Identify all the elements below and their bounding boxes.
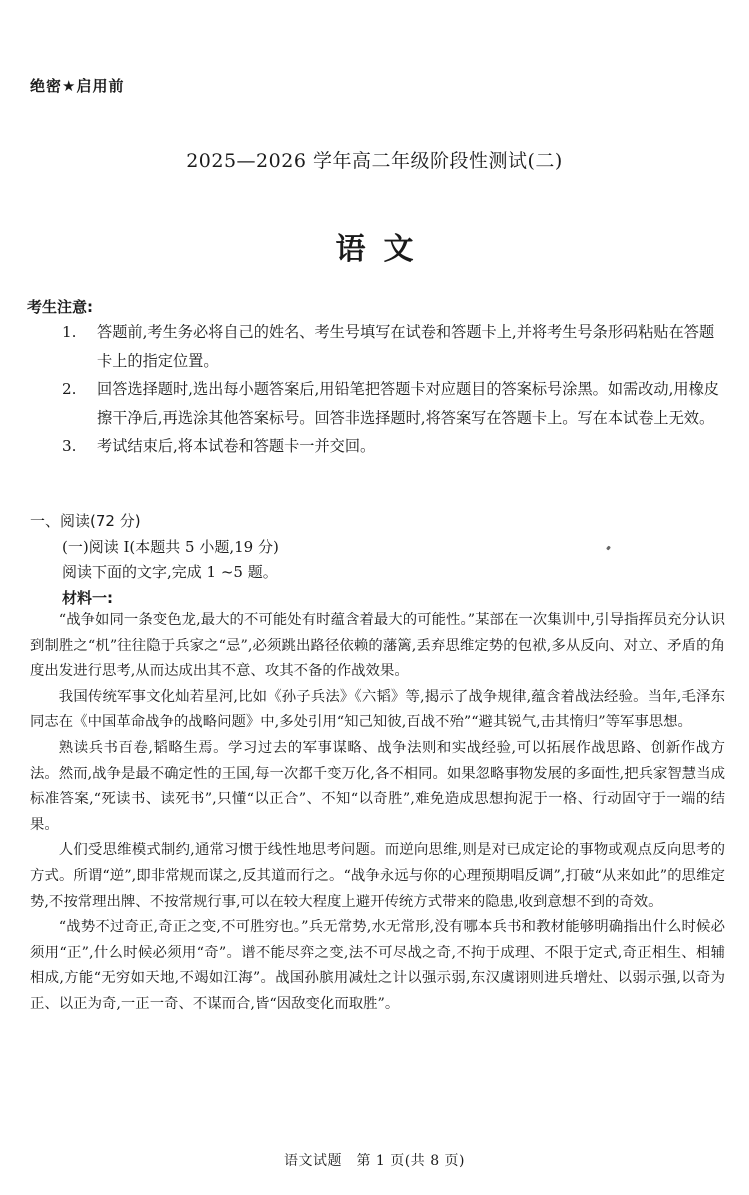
notice-item-number: 1. xyxy=(62,323,77,341)
material-body xyxy=(30,608,725,1018)
page-footer: 语文试题 第 1 页(共 8 页) xyxy=(283,1153,466,1169)
scan-speck xyxy=(606,546,611,551)
notice-heading: 考生注意: xyxy=(27,298,93,316)
exam-title: 2025—2026 学年高二年级阶段性测试(二) xyxy=(186,150,563,172)
paragraph: 人们受思维模式制约,通常习惯于线性地思考问题。而逆向思维,则是对已成定论的事物或观点反向思考的方式。所谓“逆”,即非常规而谋之,反其道而行之。“战争永远与你的心理预期唱反调”,打破“从来如此”的思维定势,不按常理出牌、不按常规行事,可以在较大程度上避开传统方式带来的隐患,收到意想不到的奇效。 xyxy=(30,842,725,910)
notice-item xyxy=(62,318,727,375)
material-title: 材料一: xyxy=(62,589,113,607)
notice-item-text: 考试结束后,将本试卷和答题卡一并交回。 xyxy=(97,437,376,455)
paragraph: 熟读兵书百卷,韬略生焉。学习过去的军事谋略、战争法则和实战经验,可以拓展作战思路、创新作战方法。然而,战争是最不确定性的王国,每一次都千变万化,各不相同。如果忽略事物发展的多面性,把兵家智慧当成标准答案,“死读书、读死书”,只懂“以正合”、不知“以奇胜”,难免造成思想拘泥于一格、行动固守于一端的结果。 xyxy=(30,739,725,833)
paragraph: “战势不过奇正,奇正之变,不可胜穷也。”兵无常势,水无常形,没有哪本兵书和教材能够明确指出什么时候必须用“正”,什么时候必须用“奇”。谱不能尽弈之变,法不可尽战之奇,不拘于成理、不限于定式,奇正相生、相辅相成,方能“无穷如天地,不竭如江海”。战国孙膑用减灶之计以强示弱,东汉虞诩则进兵增灶、以弱示强,以奇为正、以正为奇,一正一奇、不谋而合,皆“因敌变化而取胜”。 xyxy=(30,919,725,1012)
notice-list xyxy=(62,318,727,461)
notice-item xyxy=(62,375,727,432)
paragraph: “战争如同一条变色龙,最大的不可能处有时蕴含着最大的可能性。”某部在一次集训中,引导指挥员充分认识到制胜之“机”往往隐于兵家之“忌”,必须跳出路径依赖的藩篱,丢弃思维定势的包袱,多从反向、对立、矛盾的角度出发进行思考,从而达成出其不意、攻其不备的作战效果。 xyxy=(30,612,725,680)
section-heading: 一、阅读(72 分) xyxy=(30,512,141,530)
paragraph: 我国传统军事文化灿若星河,比如《孙子兵法》《六韬》等,揭示了战争规律,蕴含着战法经验。当年,毛泽东同志在《中国革命战争的战略问题》中,多处引用“知己知彼,百战不殆”“避其锐气,击其惰归”等军事思想。 xyxy=(30,688,725,731)
notice-item-text: 回答选择题时,选出每小题答案后,用铅笔把答题卡对应题目的答案标号涂黑。如需改动,用橡皮擦干净后,再选涂其他答案标号。回答非选择题时,将答案写在答题卡上。写在本试卷上无效。 xyxy=(97,380,719,427)
confidential-label: 绝密★启用前 xyxy=(30,77,125,95)
notice-item-number: 2. xyxy=(62,380,77,398)
notice-item-number: 3. xyxy=(62,437,77,455)
notice-item-text: 答题前,考生务必将自己的姓名、考生号填写在试卷和答题卡上,并将考生号条形码粘贴在答题卡上的指定位置。 xyxy=(97,323,715,370)
reading-instruction: 阅读下面的文字,完成 1 ~5 题。 xyxy=(62,563,278,581)
notice-item xyxy=(62,432,727,461)
subject-title: 语文 xyxy=(335,232,432,267)
subsection-heading: (一)阅读 I(本题共 5 小题,19 分) xyxy=(62,538,279,556)
